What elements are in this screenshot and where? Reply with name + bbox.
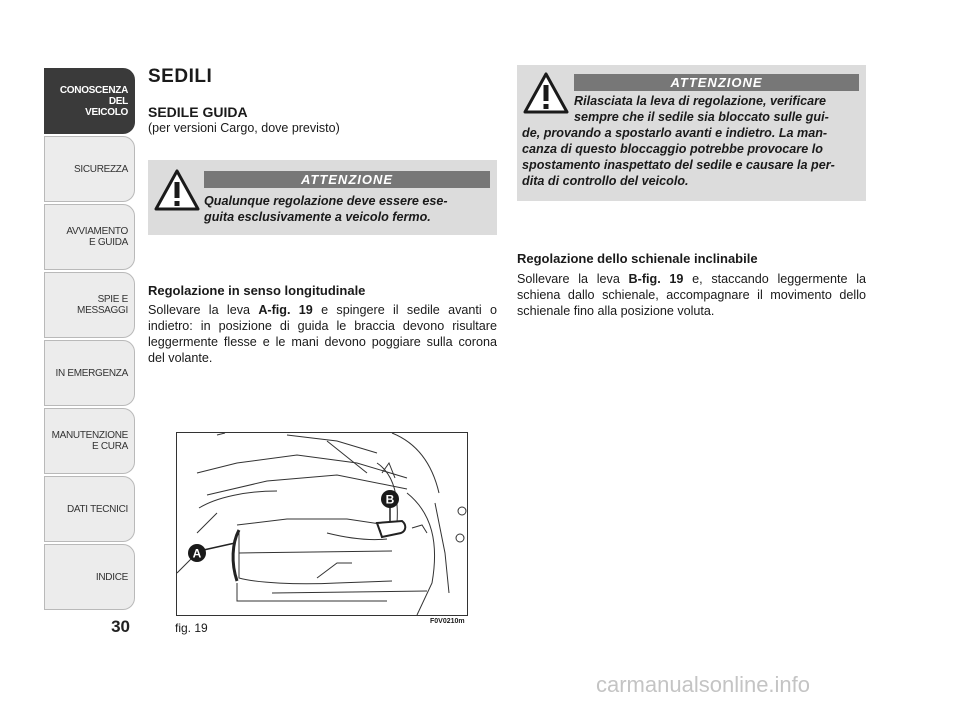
marker-a-label: A: [192, 546, 202, 561]
tab-manutenzione-e-cura[interactable]: MANUTENZIONE E CURA: [44, 408, 135, 474]
warning-text-2a: Rilasciata la leva di regolazione, verificare sempre che il sedile sia bloccato sulle gui-: [574, 94, 829, 124]
tab-indice[interactable]: INDICE: [44, 544, 135, 610]
paragraph-longitudinal: Sollevare la leva A-fig. 19 e spingere il sedile avanti o indietro: in posizione di guida le braccia devono risultare leggermente flesse e le mani devono poggiare sulla corona del volante.: [148, 303, 498, 365]
warning-box-2: [517, 65, 866, 201]
heading-backrest: Regolazione dello schienale inclinabile: [517, 251, 758, 266]
warning-box-1: [148, 160, 497, 235]
warning-triangle-icon: [523, 72, 569, 118]
figure-code: F0V0210m: [430, 618, 465, 625]
page-number: 30: [111, 617, 130, 636]
heading-longitudinal: Regolazione in senso longitudinale: [148, 283, 366, 298]
tab-avviamento-e-guida[interactable]: AVVIAMENTO E GUIDA: [44, 204, 135, 270]
figure-caption: fig. 19: [175, 621, 208, 635]
tab-in-emergenza[interactable]: IN EMERGENZA: [44, 340, 135, 406]
marker-b-label: B: [385, 492, 395, 507]
warning-text-2b: de, provando a spostarlo avanti e indietro. La man- canza di questo bloccaggio potrebbe provocare lo spostamento inaspettato del sedile e causare la per- dita di controllo del veicolo.: [522, 126, 835, 188]
warning-text-1: Qualunque regolazione deve essere ese- guita esclusivamente a veicolo fermo.: [204, 194, 448, 224]
warning-triangle-icon: [154, 169, 200, 215]
warning-header-1: ATTENZIONE: [204, 171, 490, 188]
watermark: carmanualsonline.info: [596, 672, 811, 697]
seat-illustration: [177, 433, 467, 615]
tab-sicurezza[interactable]: SICUREZZA: [44, 136, 135, 202]
paragraph-backrest: Sollevare la leva B-fig. 19 e, staccando leggermente la schiena dallo schienale, accompagnare il movimento dello schienale fino alla posizione voluta.: [517, 272, 866, 318]
tab-dati-tecnici[interactable]: DATI TECNICI: [44, 476, 135, 542]
section-title: SEDILI: [148, 66, 213, 87]
section-subnote: (per versioni Cargo, dove previsto): [148, 121, 340, 135]
seat-figure: [176, 432, 468, 616]
tab-spie-e-messaggi[interactable]: SPIE E MESSAGGI: [44, 272, 135, 338]
tab-conoscenza-del-veicolo[interactable]: CONOSCENZA DEL VEICOLO: [44, 68, 135, 134]
section-subtitle: SEDILE GUIDA: [148, 104, 248, 120]
warning-header-2: ATTENZIONE: [574, 74, 859, 91]
